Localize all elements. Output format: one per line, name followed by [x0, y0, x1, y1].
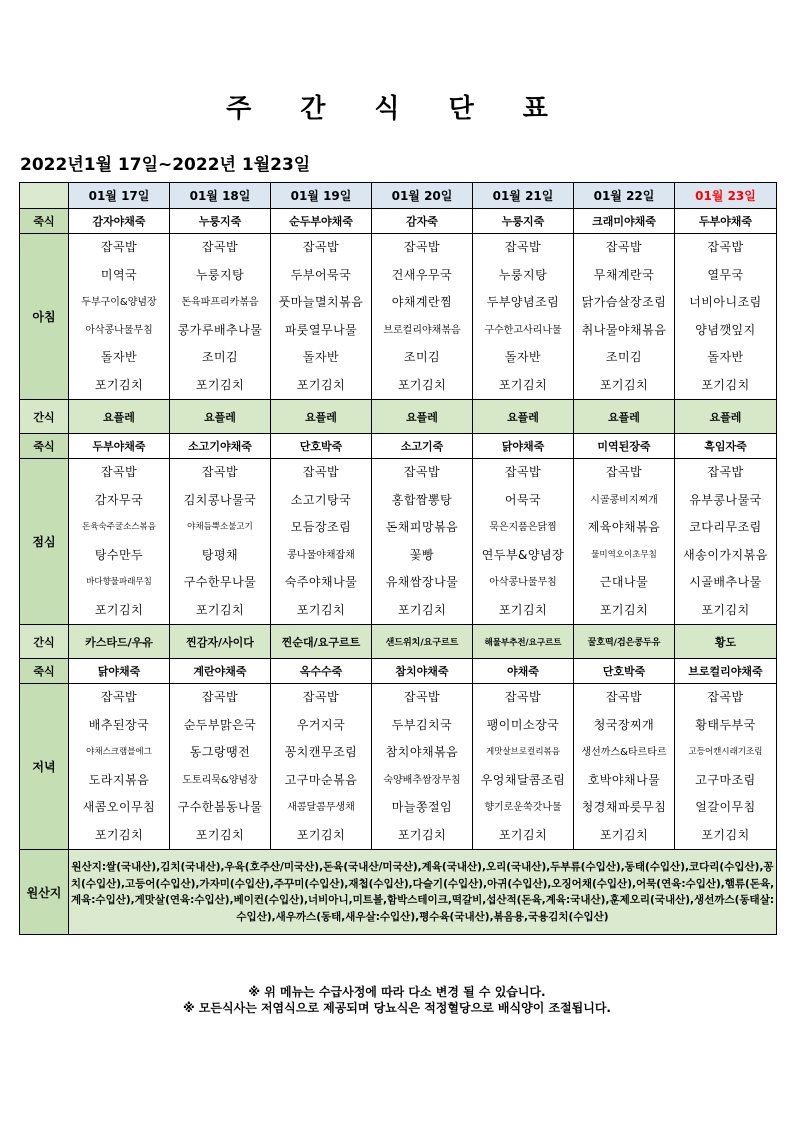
porridge-cell: 옥수수죽	[271, 659, 372, 684]
menu-item: 돌자반	[100, 350, 138, 364]
menu-item: 포기김치	[195, 377, 245, 392]
menu-item: 무채계란국	[593, 267, 655, 282]
porridge-cell: 야채죽	[473, 659, 574, 684]
menu-item: 포기김치	[599, 602, 649, 617]
menu-item: 열무국	[707, 267, 744, 282]
menu-item: 포기김치	[195, 602, 245, 617]
porridge-cell: 누룽지죽	[170, 209, 271, 234]
day-header: 01월 19일	[271, 183, 372, 209]
menu-item: 얼갈이무침	[695, 800, 756, 814]
menu-item: 유부콩나물국	[689, 492, 762, 507]
porridge-cell: 미역된장죽	[574, 434, 675, 459]
menu-item: 우거지국	[296, 717, 346, 732]
menu-item: 누룽지탕	[195, 267, 245, 282]
dinner-day-6	[574, 684, 675, 850]
menu-item: 잡곡밥	[302, 240, 340, 254]
menu-item: 배추된장국	[88, 717, 150, 732]
menu-item: 닭가슴살장조림	[581, 295, 667, 309]
menu-item: 잡곡밥	[707, 240, 744, 254]
footer-notes	[0, 984, 794, 1016]
origin-info: 원산지:쌀(국내산),김치(국내산),우육(호주산/미국산),돈육(국내산/미국산),계육(국내산),오리(국내산),두부류(수입산),동태(수입산),코다리(수입산),꽁치(수입산),고등어(수입산),가자미(수입산),주꾸미(수입산),재첩(수입산),다슬기(수입산),아귀(수입산),오징어채(수입산),어묵(연육:수입산),햄류(돈육,계육:수입산),게맛살(연육:수입산),베이컨(수입산),너비아니,미트볼,함박스테이크,떡갈비,섭산적(돈육,계육:국내산),훈제오리(국내산),생선까스(동태살:수입산),새우까스(동태,새우살:수입산),평수육(국내산),볶음용,국용김치(수입산)	[69, 850, 777, 935]
menu-item: 돌자반	[302, 350, 340, 364]
menu-item: 돌자반	[707, 350, 744, 364]
porridge-cell: 참치야채죽	[372, 659, 473, 684]
menu-item: 시골배추나물	[689, 575, 762, 589]
menu-item: 고등어캔시래기조림	[688, 747, 763, 757]
menu-item: 두부어묵국	[290, 267, 352, 282]
menu-item: 김치콩나물국	[183, 492, 257, 507]
breakfast-row	[20, 234, 777, 400]
dinner-day-2	[170, 684, 271, 850]
breakfast-day-4	[372, 234, 473, 400]
day-header: 01월 21일	[473, 183, 574, 209]
menu-item: 동그랑땡전	[189, 745, 251, 759]
menu-item: 우엉채달콤조림	[480, 772, 566, 787]
day-header: 01월 18일	[170, 183, 271, 209]
lunch-day-3	[271, 459, 372, 625]
snack-cell: 해물부추전/요구르트	[473, 625, 574, 659]
afternoon-snack-row	[20, 625, 777, 659]
menu-item: 취나물야채볶음	[581, 322, 667, 337]
menu-item: 고구마조림	[695, 772, 756, 787]
menu-item: 조미김	[403, 350, 441, 364]
menu-item: 돈육숙주굴소스볶음	[82, 522, 156, 532]
menu-item: 너비아니조림	[689, 295, 762, 309]
menu-item: 향기로운쑥갓나물	[484, 802, 562, 813]
lunch-day-7	[675, 459, 777, 625]
menu-item: 잡곡밥	[605, 690, 643, 704]
menu-item: 포기김치	[94, 602, 144, 617]
menu-item: 돈채피망볶음	[385, 520, 459, 534]
snack-cell: 카스타드/우유	[69, 625, 170, 659]
menu-item: 새송이가지볶음	[683, 547, 768, 562]
menu-item: 포기김치	[498, 602, 548, 617]
menu-item: 포기김치	[599, 377, 649, 392]
porridge-cell: 단호박죽	[574, 659, 675, 684]
day-header-sunday: 01월 23일	[675, 183, 777, 209]
menu-item: 도라지볶음	[88, 772, 150, 787]
menu-item: 탕평채	[201, 547, 239, 562]
row-label-snack: 간식	[20, 400, 69, 434]
menu-item: 도토리묵&양념장	[182, 774, 258, 786]
porridge-cell: 순두부야채죽	[271, 209, 372, 234]
menu-item: 황태두부국	[695, 717, 756, 732]
menu-item: 어묵국	[504, 492, 542, 507]
menu-item: 포기김치	[195, 827, 245, 842]
menu-item: 꽁치캔무조림	[284, 745, 358, 759]
menu-item: 잡곡밥	[707, 690, 744, 704]
menu-item: 유채쌈장나물	[385, 575, 459, 589]
breakfast-day-7	[675, 234, 777, 400]
day-header: 01월 22일	[574, 183, 675, 209]
menu-item: 콩나물야채잡채	[287, 549, 355, 561]
menu-item: 누룽지탕	[498, 267, 548, 282]
row-label-porridge: 죽식	[20, 659, 69, 684]
menu-item: 숙주야채나물	[284, 575, 358, 589]
menu-item: 근대나물	[599, 575, 649, 589]
snack-cell: 요플레	[69, 400, 170, 434]
menu-item: 잡곡밥	[302, 690, 340, 704]
menu-item: 바다향물파래무침	[86, 577, 152, 587]
menu-item: 두부김치국	[391, 717, 453, 732]
row-label-breakfast: 아침	[20, 234, 69, 400]
weekly-menu-table	[19, 182, 777, 935]
menu-item: 포기김치	[296, 377, 346, 392]
menu-item: 포기김치	[498, 377, 548, 392]
porridge-cell: 감자죽	[372, 209, 473, 234]
menu-item: 포기김치	[701, 602, 750, 617]
porridge-cell: 두부야채죽	[69, 434, 170, 459]
menu-item: 브로컬리야채볶음	[383, 324, 461, 336]
porridge-cell: 감자야채죽	[69, 209, 170, 234]
dinner-day-3	[271, 684, 372, 850]
snack-cell: 황도	[675, 625, 777, 659]
row-label-lunch: 점심	[20, 459, 69, 625]
breakfast-day-5	[473, 234, 574, 400]
menu-item: 홍합짬뽕탕	[391, 492, 453, 507]
menu-item: 참치야채볶음	[385, 745, 459, 759]
menu-item: 숙양배추쌈장무침	[383, 774, 461, 786]
menu-item: 포기김치	[701, 827, 750, 842]
breakfast-day-1	[69, 234, 170, 400]
menu-item: 잡곡밥	[504, 465, 542, 479]
menu-item: 잡곡밥	[605, 240, 643, 254]
menu-item: 건새우무국	[391, 267, 453, 282]
menu-item: 새콤달콤무생채	[287, 802, 355, 813]
row-label-porridge: 죽식	[20, 434, 69, 459]
menu-item: 잡곡밥	[605, 465, 643, 479]
lunch-day-5	[473, 459, 574, 625]
menu-item: 청국장찌개	[593, 717, 655, 732]
menu-item: 구수한봄동나물	[177, 800, 263, 814]
menu-item: 구수한무나물	[183, 575, 257, 589]
porridge-cell: 소고기죽	[372, 434, 473, 459]
row-label-porridge: 죽식	[20, 209, 69, 234]
menu-item: 아삭콩나물무침	[85, 324, 153, 336]
menu-item: 포기김치	[397, 602, 447, 617]
page-title: 주 간 식 단 표	[226, 94, 568, 124]
menu-item: 포기김치	[94, 377, 144, 392]
menu-item: 시골콩비지찌개	[590, 494, 658, 506]
dinner-porridge-row	[20, 659, 777, 684]
menu-item: 두부양념조림	[486, 295, 560, 309]
menu-item: 물미역오이초무침	[591, 549, 657, 560]
porridge-cell: 크래미야채죽	[574, 209, 675, 234]
dinner-day-4	[372, 684, 473, 850]
porridge-cell: 단호박죽	[271, 434, 372, 459]
date-range: 2022년1월 17일~2022년 1월23일	[20, 155, 311, 175]
menu-item: 잡곡밥	[100, 690, 138, 704]
menu-item: 잡곡밥	[302, 465, 340, 479]
menu-item: 잡곡밥	[201, 465, 239, 479]
menu-item: 야채스크램블에그	[86, 747, 152, 757]
row-label-dinner: 저녁	[20, 684, 69, 850]
menu-item: 묵은지품은닭찜	[489, 522, 557, 533]
porridge-cell: 누룽지죽	[473, 209, 574, 234]
menu-item: 잡곡밥	[403, 690, 441, 704]
menu-item: 돌자반	[504, 350, 542, 364]
lunch-day-4	[372, 459, 473, 625]
day-header: 01월 17일	[69, 183, 170, 209]
menu-item: 잡곡밥	[403, 465, 441, 479]
menu-item: 조미김	[605, 350, 643, 364]
snack-cell: 요플레	[372, 400, 473, 434]
lunch-porridge-row	[20, 434, 777, 459]
menu-item: 포기김치	[296, 602, 346, 617]
menu-item: 연두부&양념장	[481, 547, 565, 562]
menu-item: 잡곡밥	[504, 690, 542, 704]
menu-item: 잡곡밥	[403, 240, 441, 254]
lunch-day-1	[69, 459, 170, 625]
snack-cell: 샌드위치/요구르트	[372, 625, 473, 659]
breakfast-porridge-row	[20, 209, 777, 234]
menu-item: 콩가루배추나물	[177, 322, 263, 337]
dinner-row	[20, 684, 777, 850]
origin-row	[20, 850, 777, 935]
menu-item: 아삭콩나물무침	[489, 577, 557, 588]
menu-item: 마늘쫑절임	[391, 800, 453, 814]
menu-item: 잡곡밥	[504, 240, 542, 254]
breakfast-day-2	[170, 234, 271, 400]
snack-cell: 찐순대/요구르트	[271, 625, 372, 659]
menu-item: 야채계란찜	[391, 295, 453, 309]
snack-cell: 찐감자/사이다	[170, 625, 271, 659]
menu-item: 포기김치	[397, 827, 447, 842]
lunch-row	[20, 459, 777, 625]
porridge-cell: 소고기야채죽	[170, 434, 271, 459]
menu-item: 조미김	[201, 350, 239, 364]
menu-item: 새콤오이무침	[82, 800, 156, 814]
menu-item: 호박야채나물	[587, 772, 661, 787]
lunch-day-6	[574, 459, 675, 625]
menu-item: 돈육파프리카볶음	[181, 297, 259, 308]
snack-cell: 요플레	[675, 400, 777, 434]
menu-item: 생선까스&타르타르	[581, 747, 667, 758]
breakfast-day-3	[271, 234, 372, 400]
menu-item: 잡곡밥	[201, 690, 239, 704]
porridge-cell: 닭야채죽	[473, 434, 574, 459]
menu-item: 풋마늘멸치볶음	[278, 295, 364, 309]
menu-item: 잡곡밥	[707, 465, 744, 479]
dinner-day-1	[69, 684, 170, 850]
porridge-cell: 브로컬리야채죽	[675, 659, 777, 684]
menu-item: 미역국	[100, 267, 138, 282]
menu-item: 포기김치	[94, 827, 144, 842]
menu-item: 파룻열무나물	[284, 322, 358, 337]
snack-cell: 요플레	[473, 400, 574, 434]
row-label-origin: 원산지	[20, 850, 69, 935]
day-header: 01월 20일	[372, 183, 473, 209]
morning-snack-row	[20, 400, 777, 434]
row-label-snack: 간식	[20, 625, 69, 659]
menu-item: 두부구이&양념장	[81, 297, 157, 308]
menu-item: 포기김치	[599, 827, 649, 842]
snack-cell: 요플레	[170, 400, 271, 434]
menu-item: 구수한고사리나물	[484, 324, 562, 336]
menu-item: 소고기탕국	[290, 492, 352, 507]
menu-item: 포기김치	[397, 377, 447, 392]
menu-item: 감자무국	[94, 492, 144, 507]
lunch-day-2	[170, 459, 271, 625]
menu-item: 잡곡밥	[100, 465, 138, 479]
menu-item: 게맛살브로컬리볶음	[486, 747, 560, 757]
menu-item: 청경채파릇무침	[581, 800, 667, 814]
menu-item: 포기김치	[296, 827, 346, 842]
menu-item: 순두부맑은국	[183, 717, 257, 732]
menu-item: 꽃빵	[409, 547, 435, 562]
menu-item: 팽이미소장국	[486, 717, 560, 732]
note-line: ※ 모든식사는 저염식으로 제공되며 당뇨식은 적정혈당으로 배식양이 조절됩니다.	[182, 1001, 611, 1015]
snack-cell: 요플레	[574, 400, 675, 434]
date-header-row	[20, 183, 777, 209]
porridge-cell: 계란야채죽	[170, 659, 271, 684]
menu-item: 탕수만두	[94, 547, 144, 562]
menu-item: 양념깻잎지	[695, 322, 756, 337]
dinner-day-7	[675, 684, 777, 850]
menu-item: 야채듬뿍소불고기	[187, 522, 253, 532]
menu-item: 코다리무조림	[689, 520, 762, 534]
menu-item: 포기김치	[701, 377, 750, 392]
snack-cell: 요플레	[271, 400, 372, 434]
menu-item: 잡곡밥	[100, 240, 138, 254]
header-corner	[20, 183, 69, 209]
breakfast-day-6	[574, 234, 675, 400]
menu-item: 제육야채볶음	[587, 520, 661, 534]
menu-item: 모듬장조림	[290, 520, 352, 534]
menu-item: 고구마순볶음	[284, 772, 358, 787]
dinner-day-5	[473, 684, 574, 850]
menu-item: 포기김치	[498, 827, 548, 842]
note-line: ※ 위 메뉴는 수급사정에 따라 다소 변경 될 수 있습니다.	[248, 985, 546, 999]
snack-cell: 꿀호떡/검은콩두유	[574, 625, 675, 659]
porridge-cell: 두부야채죽	[675, 209, 777, 234]
porridge-cell: 닭야채죽	[69, 659, 170, 684]
porridge-cell: 흑임자죽	[675, 434, 777, 459]
menu-item: 잡곡밥	[201, 240, 239, 254]
